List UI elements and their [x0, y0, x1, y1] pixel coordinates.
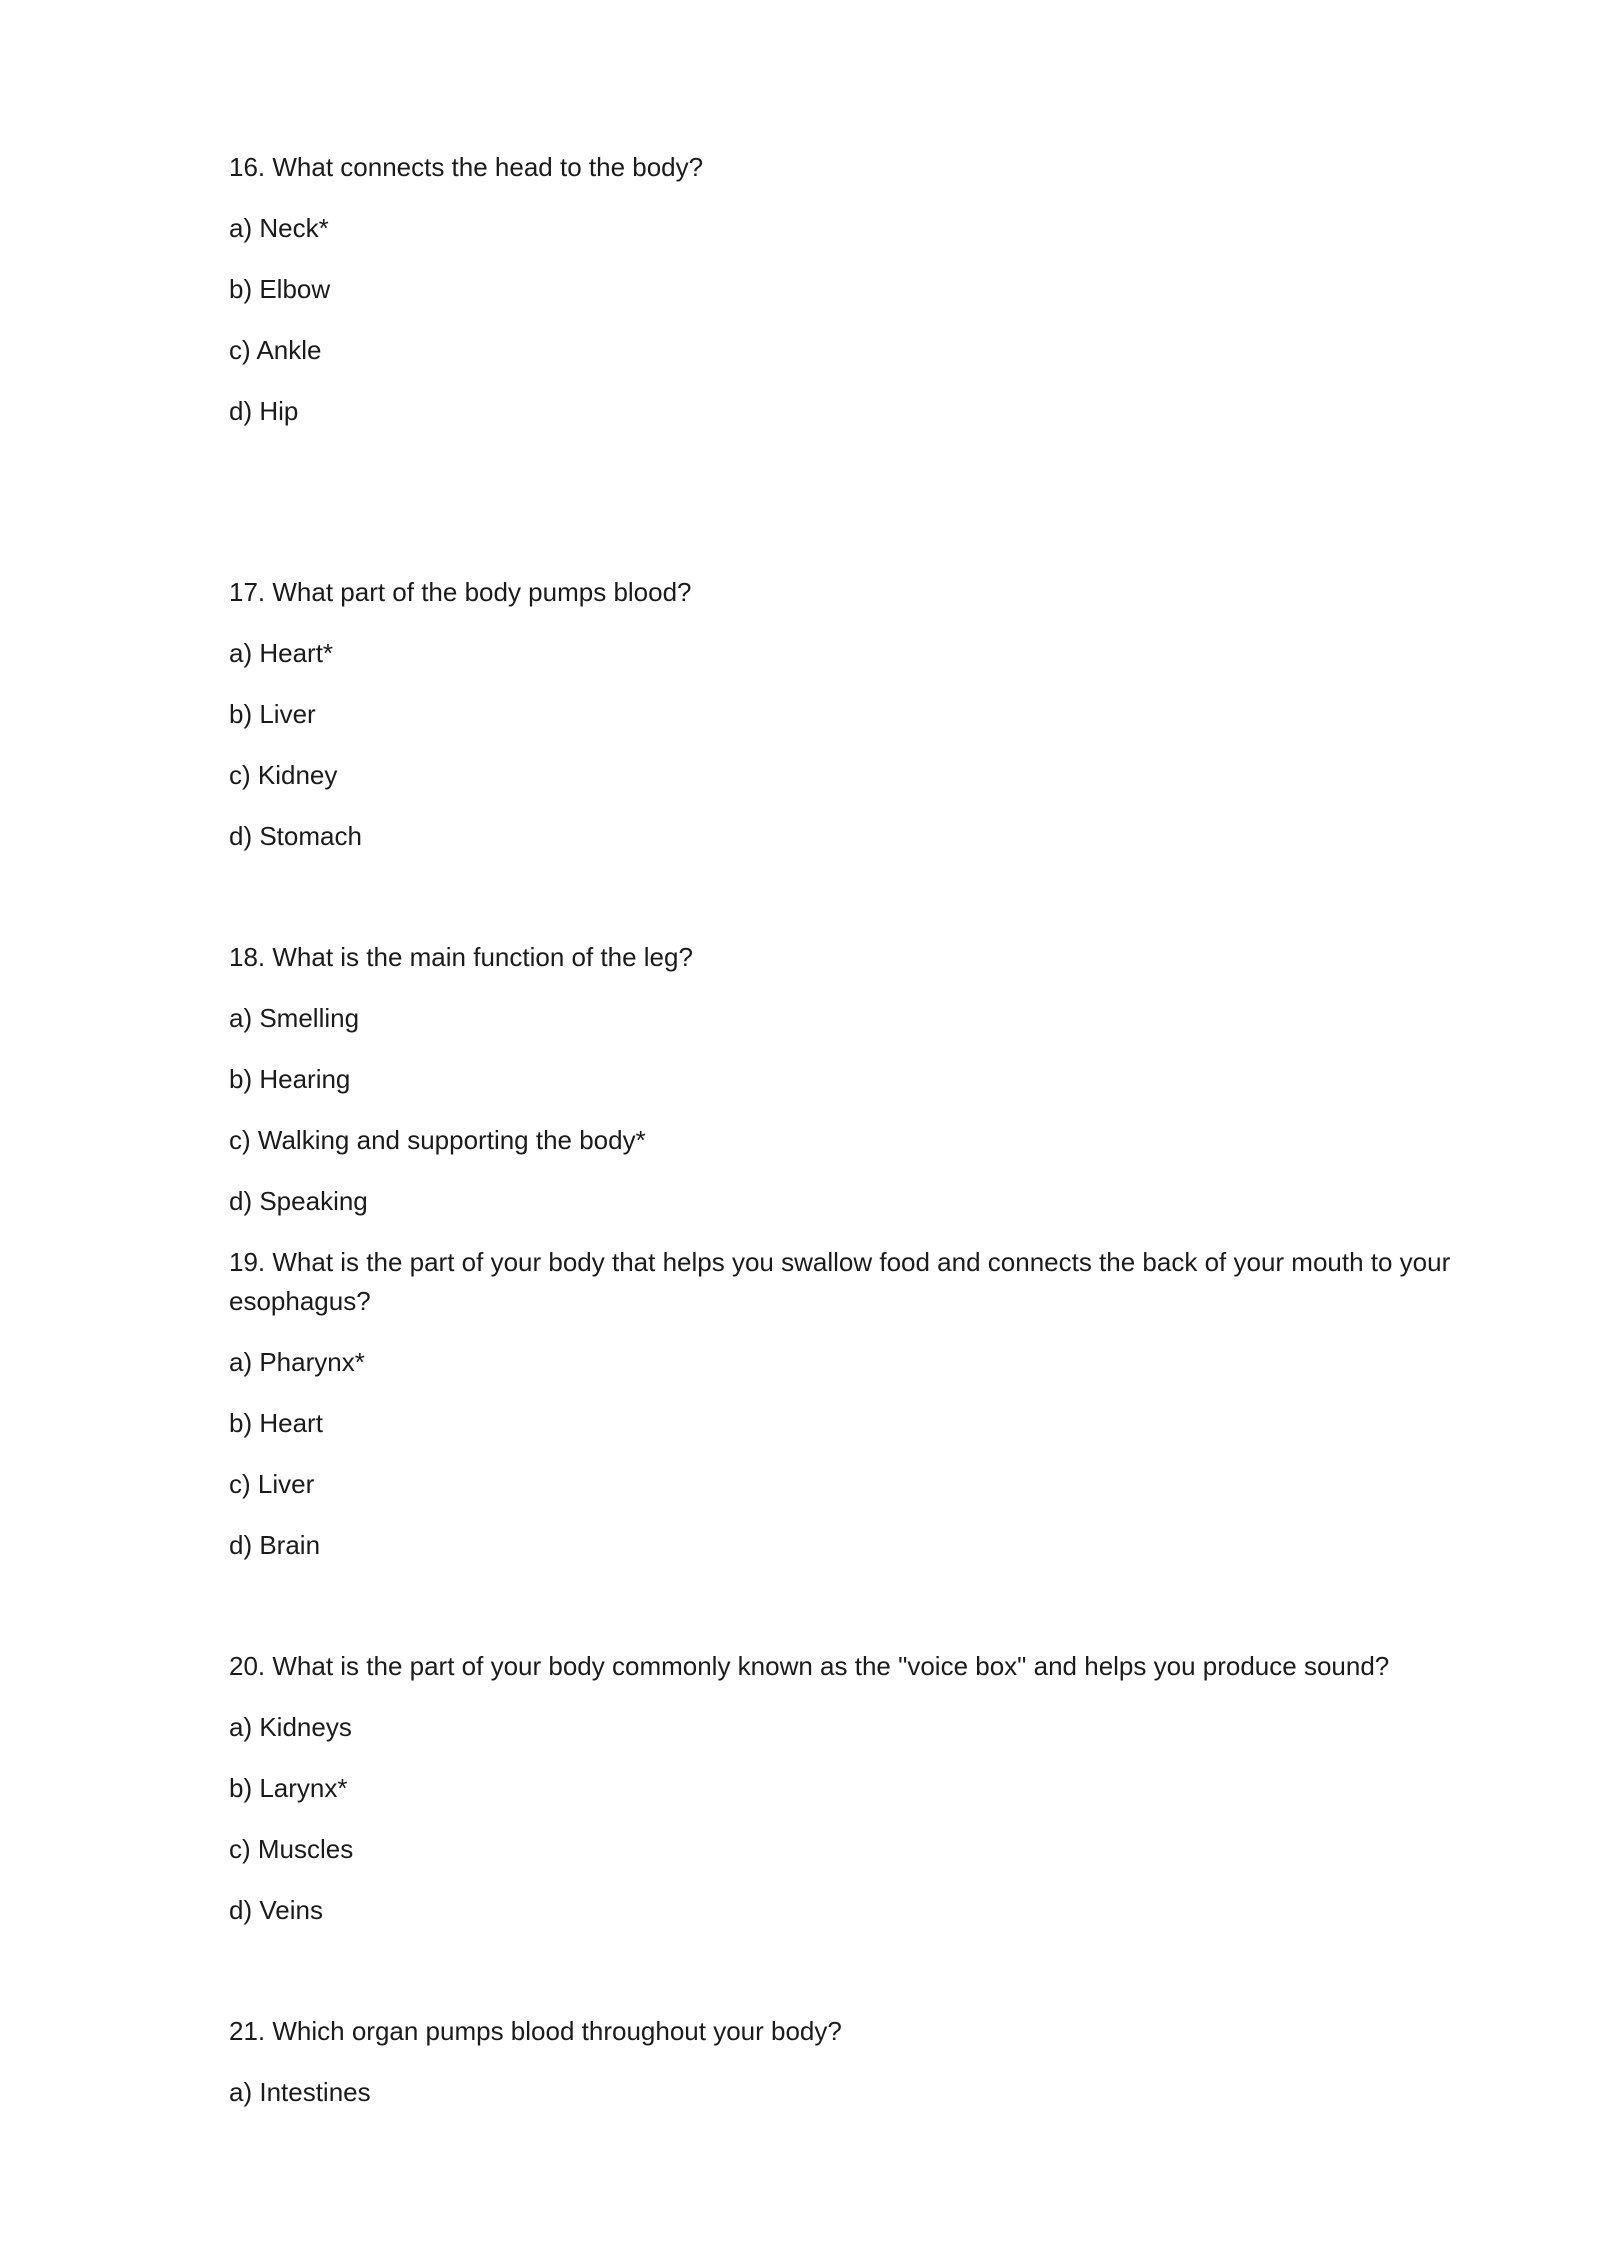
- question-text: 17. What part of the body pumps blood?: [229, 577, 692, 607]
- answer-option: b) Larynx*: [229, 1773, 348, 1803]
- question-text: 18. What is the main function of the leg?: [229, 942, 693, 972]
- question-18: [229, 938, 1469, 1221]
- question-text: 19. What is the part of your body that helps you swallow food and connects the back of your mouth to your esophagus?: [229, 1247, 1451, 1316]
- question-text: 21. Which organ pumps blood throughout your body?: [229, 2016, 842, 2046]
- spacer: [229, 1587, 1469, 1647]
- answer-option: a) Pharynx*: [229, 1347, 365, 1377]
- answer-option: c) Kidney: [229, 760, 338, 790]
- answer-option: b) Heart: [229, 1408, 323, 1438]
- answer-option: c) Muscles: [229, 1834, 354, 1864]
- spacer: [229, 453, 1469, 573]
- answer-option: d) Hip: [229, 396, 299, 426]
- question-19: [229, 1243, 1469, 1565]
- answer-option: c) Liver: [229, 1469, 315, 1499]
- answer-option: a) Heart*: [229, 638, 334, 668]
- answer-option: c) Walking and supporting the body*: [229, 1125, 646, 1155]
- answer-option: b) Liver: [229, 699, 316, 729]
- answer-option: b) Hearing: [229, 1064, 351, 1094]
- answer-option: a) Intestines: [229, 2077, 371, 2107]
- answer-option: d) Stomach: [229, 821, 362, 851]
- question-text: 20. What is the part of your body commonly known as the "voice box" and helps you produce sound?: [229, 1651, 1390, 1681]
- answer-option: d) Speaking: [229, 1186, 368, 1216]
- answer-option: c) Ankle: [229, 335, 322, 365]
- spacer: [229, 1952, 1469, 2012]
- answer-option: b) Elbow: [229, 274, 331, 304]
- answer-option: d) Veins: [229, 1895, 323, 1925]
- question-20: [229, 1647, 1469, 1930]
- answer-option: a) Kidneys: [229, 1712, 352, 1742]
- answer-option: d) Brain: [229, 1530, 321, 1560]
- answer-option: a) Neck*: [229, 213, 329, 243]
- question-text: 16. What connects the head to the body?: [229, 152, 704, 182]
- document-content: [229, 148, 1469, 2134]
- question-16: [229, 148, 1469, 431]
- spacer: [229, 878, 1469, 938]
- answer-option: a) Smelling: [229, 1003, 360, 1033]
- question-17: [229, 573, 1469, 856]
- question-21: [229, 2012, 1469, 2112]
